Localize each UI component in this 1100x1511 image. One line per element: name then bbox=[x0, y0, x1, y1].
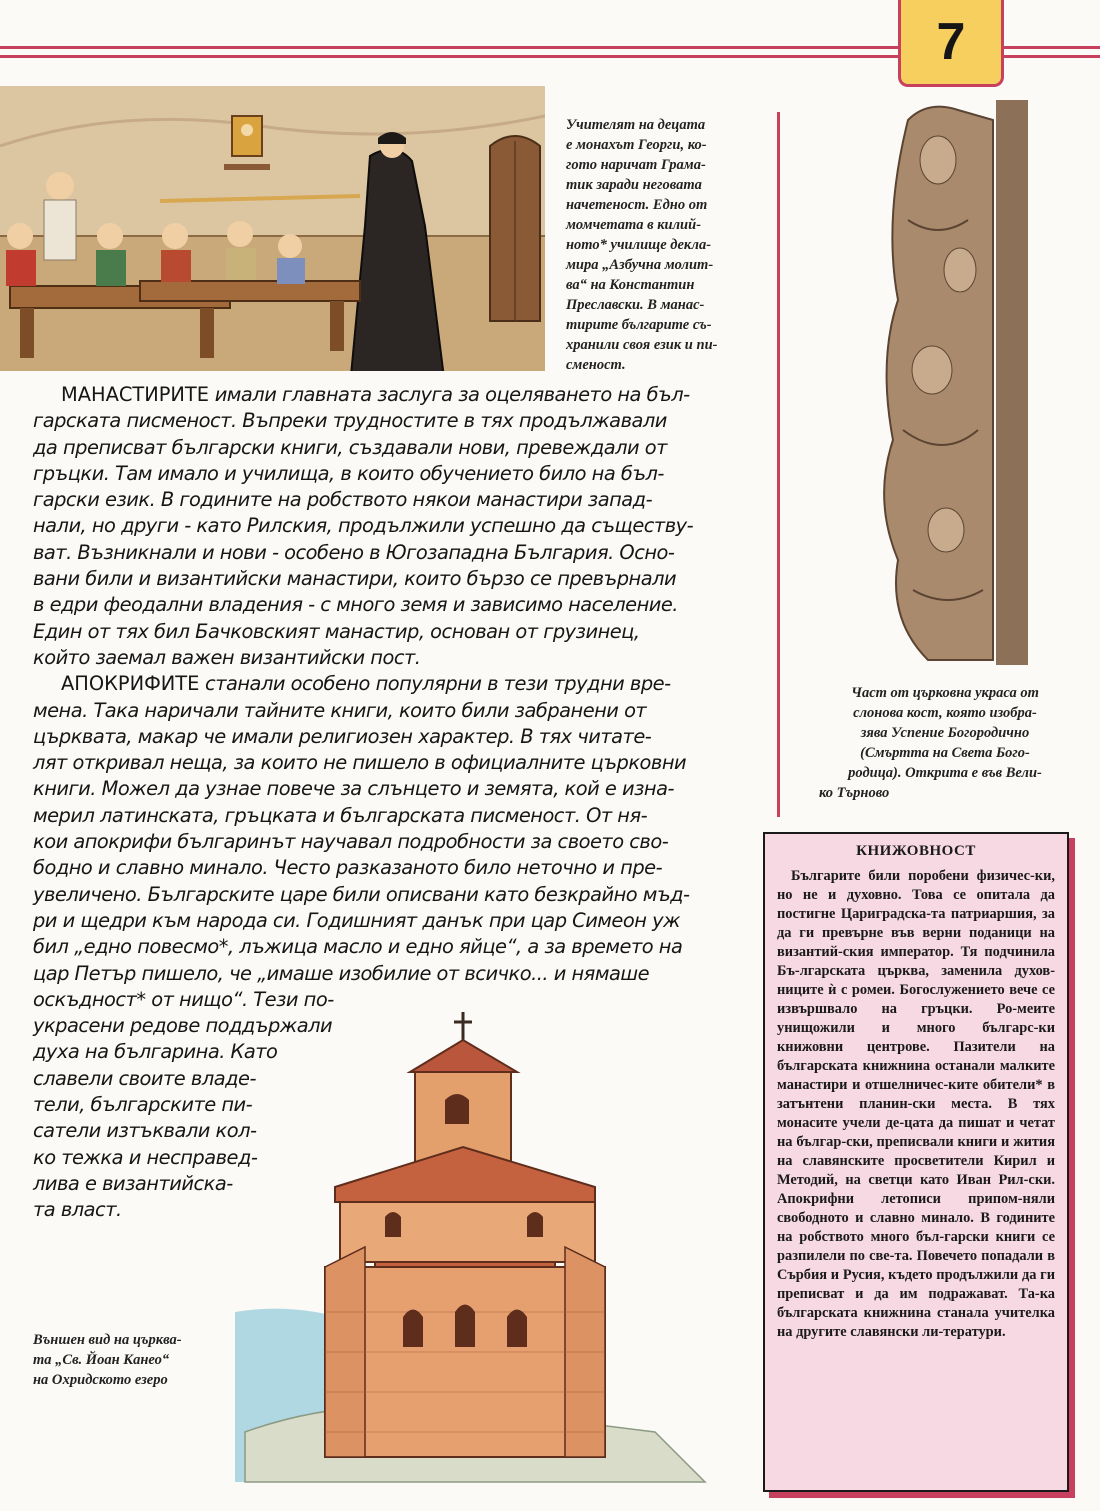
text-line: гръцки. Там имало и училища, в които обучението било на бъл- bbox=[33, 461, 664, 485]
classroom-illustration bbox=[0, 86, 545, 371]
text-line: в едри феодални владения - с много земя и зависимо население. bbox=[33, 593, 678, 617]
text-line: бил „едно повесмо*, лъжица масло и едно яйце“, а за времето на bbox=[33, 935, 683, 959]
caption-line: Учителят на децата bbox=[566, 117, 706, 133]
caption-line: на Охридското езеро bbox=[33, 1372, 168, 1388]
text-line: гарски език. В годините на робството някои манастири запад- bbox=[33, 488, 653, 512]
text-span: станали особено популярни в тези трудни вре- bbox=[199, 672, 671, 696]
text-line: мерил латинската, гръцката и българската писменост. От ня- bbox=[33, 803, 648, 827]
text-line: лят откривал неща, за които не пишело в официалните църковни bbox=[33, 751, 687, 775]
apocrypha-lead: АПОКРИФИТЕ bbox=[61, 672, 200, 696]
caption-line: мира „Азбучна молит- bbox=[566, 257, 714, 273]
text-span: имали главната заслуга за оцеляването на бъл- bbox=[209, 383, 690, 406]
caption-line: родица). Открита е във Вели- bbox=[848, 765, 1042, 781]
caption-line: ко Търново bbox=[819, 785, 890, 801]
text-line: Един от тях бил Бачковският манастир, основан от грузинец, bbox=[33, 619, 640, 643]
paragraph-monasteries bbox=[33, 382, 765, 671]
caption-line: хранили своя език и пи- bbox=[566, 337, 718, 353]
caption-line: Външен вид на църква- bbox=[33, 1332, 182, 1348]
caption-line: тирите българите съ- bbox=[566, 317, 712, 333]
caption-line: е монахът Георги, ко- bbox=[566, 137, 707, 153]
page-number bbox=[898, 0, 1004, 87]
text-line: оскъдност* от нищо“. Тези по- bbox=[33, 987, 334, 1011]
caption-line: (Смъртта на Света Бого- bbox=[860, 745, 1030, 761]
text-line: ко тежка и несправед- bbox=[33, 1145, 258, 1169]
text-line: цар Петър пишело, че „имаше изобилие от всичко... и нямаше bbox=[33, 961, 650, 985]
text-line: да преписват български книги, създавали нови, превеждали от bbox=[33, 435, 667, 459]
ivory-carving-image bbox=[868, 100, 1028, 665]
caption-line: зява Успение Богородично bbox=[860, 725, 1030, 741]
ivory-caption bbox=[815, 683, 1075, 803]
text-line: украсени редове поддържали bbox=[33, 1014, 333, 1038]
text-line: ри и щедри към народа си. Годишният данък при цар Симеон уж bbox=[33, 908, 681, 932]
text-line: ват. Възникнали и нови - особено в Югозападна България. Осно- bbox=[33, 540, 675, 564]
text-line bbox=[33, 382, 765, 408]
church-illustration bbox=[235, 1012, 725, 1502]
sidebar-box-knizhovnost bbox=[763, 832, 1069, 1492]
caption-line: ва“ на Константин bbox=[566, 277, 695, 293]
text-line: духа на българина. Като bbox=[33, 1040, 278, 1064]
text-line: сатели изтъквали кол- bbox=[33, 1119, 257, 1143]
text-line: църквата, макар че имали религиозен характер. В тях читате- bbox=[33, 724, 652, 748]
text-line: увеличено. Българските царе били описвани като безкрайно мъд- bbox=[33, 882, 690, 906]
text-line: вани били и византийски манастири, които бързо се превърнали bbox=[33, 567, 677, 591]
sidebar-box-title: КНИЖОВНОСТ bbox=[856, 843, 976, 859]
sidebar-box-text: Българите били поробени физичес-ки, но не и духовно. Това се опитала да постигне Цариградска-та патриаршия, за да ги превърне във верни поданици на византий-ския император. Тя подчинила Бъ-лгарската църква, заменила духов-ниците ѝ с ромеи. Богослужението вече се извършвало на гръцки. Ро-меите унищожили и много българс-ки книжовни центрове. Пазители на българската книжнина останали малките манастири и отшелничес-ките обители* в затънтени планин-ски места. В тях монасите учели де-цата да пишат и четат на българ-ски, преписвали книги и жития на славянските просветители Кирил и Методий, на светци като Иван Рил-ски. Апокрифни летописи припом-няли свободното и славно минало. В годините на робството много бъл-гарски книги се разпилели по све-та. Повечето попадали в Сърбия и Русия, където продължили да ги преписват и да им подражават. Та-ка българската книжнина станала учителка на другите славянски ли-тератури. bbox=[777, 868, 1055, 1340]
text-line: мена. Така наричали тайните книги, които били забранени от bbox=[33, 698, 647, 722]
caption-line: гото наричат Грама- bbox=[566, 157, 706, 173]
vertical-rule bbox=[777, 112, 780, 817]
caption-line: тик заради неговата bbox=[566, 177, 702, 193]
caption-line: момчетата в килий- bbox=[566, 217, 702, 233]
text-line: славели своите владе- bbox=[33, 1066, 256, 1090]
monasteries-lead: МАНАСТИРИТЕ bbox=[61, 383, 210, 406]
church-caption bbox=[33, 1330, 243, 1390]
classroom-caption bbox=[566, 115, 749, 375]
text-line: лива е византийска- bbox=[33, 1171, 233, 1195]
text-line: бодно и славно минало. Често разказаното било неточно и пре- bbox=[33, 856, 663, 880]
text-line: нали, но други - като Рилския, продължили успешно да съществу- bbox=[33, 514, 694, 538]
caption-line: слонова кост, която изобра- bbox=[853, 705, 1037, 721]
text-line: та власт. bbox=[33, 1198, 122, 1222]
caption-line: та „Св. Йоан Канео“ bbox=[33, 1352, 170, 1368]
caption-line: начетеност. Едно от bbox=[566, 197, 708, 213]
text-line: кои апокрифи българинът научавал подробности за своето сво- bbox=[33, 830, 669, 854]
text-line: който заемал важен византийски пост. bbox=[33, 645, 421, 669]
text-line: тели, българските пи- bbox=[33, 1093, 253, 1117]
caption-line: ното* училище декла- bbox=[566, 237, 712, 253]
text-line bbox=[33, 671, 765, 697]
text-line: книги. Можел да узнае повече за слънцето и земята, кой е изна- bbox=[33, 777, 674, 801]
caption-line: Част от църковна украса от bbox=[851, 685, 1039, 701]
page-number-text: 7 bbox=[936, 13, 966, 71]
text-line: гарската писменост. Въпреки трудностите в тях продължавали bbox=[33, 409, 667, 433]
caption-line: Преславски. В манас- bbox=[566, 297, 705, 313]
caption-line: сменост. bbox=[566, 357, 626, 373]
